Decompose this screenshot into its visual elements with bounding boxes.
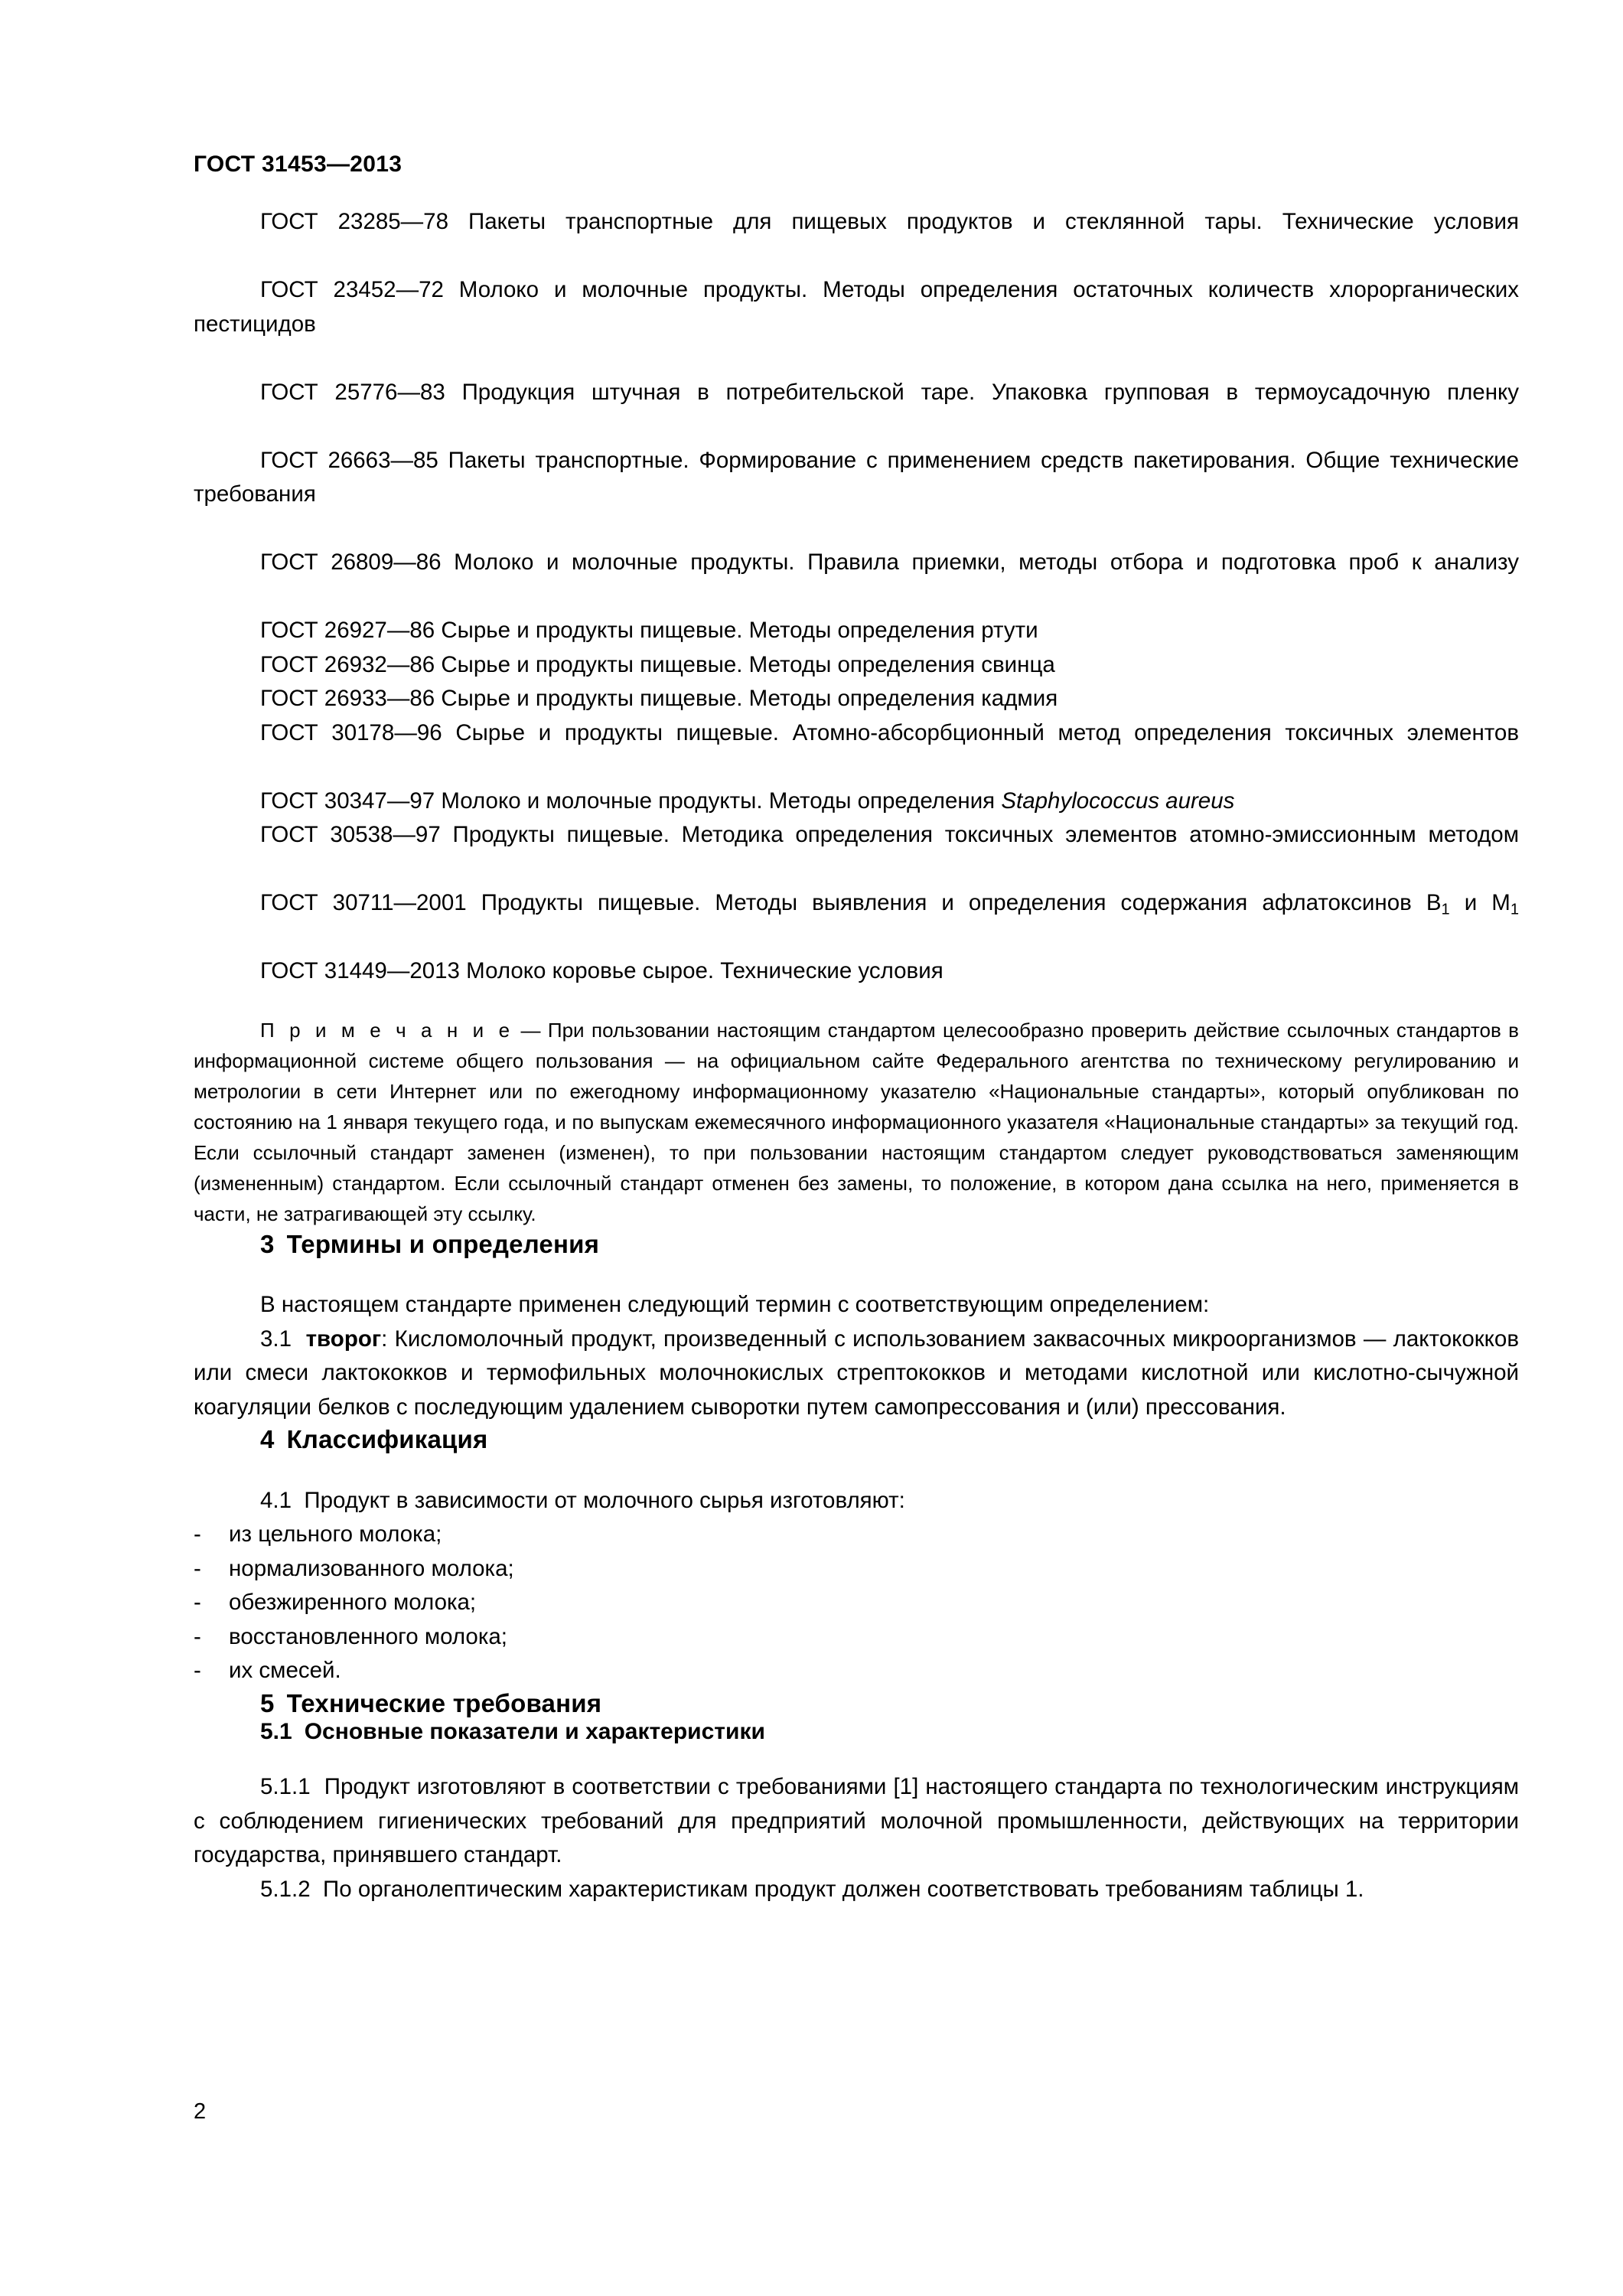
dash-marker: - (194, 1658, 201, 1684)
clause-number: 4.1 (260, 1487, 292, 1513)
reference-item: ГОСТ 30178—96 Сырье и продукты пищевые. Атомно-абсорбционный метод определения токсичных элементов (260, 719, 1519, 745)
clause-number: 5.1.2 (260, 1876, 311, 1902)
reference-item: ГОСТ 30538—97 Продукты пищевые. Методика определения токсичных элементов атомно-эмиссионным методом (260, 822, 1519, 847)
running-header: ГОСТ 31453—2013 (194, 152, 402, 177)
subsection-title: Основные показатели и характеристики (304, 1719, 765, 1745)
subsection-heading-5-1 (194, 1718, 1519, 1746)
reference-text-middle: и M (1449, 890, 1511, 915)
section-heading-3 (194, 1229, 1519, 1260)
clause-text: По органолептическим характеристикам продукт должен соответствовать требованиям таблицы 1. (323, 1876, 1364, 1902)
subsection-number: 5.1 (260, 1719, 292, 1745)
reference-item: ГОСТ 31449—2013 Молоко коровье сырое. Технические условия (260, 958, 943, 983)
clause-number: 3.1 (260, 1326, 292, 1352)
reference-item: ГОСТ 23285—78 Пакеты транспортные для пищевых продуктов и стеклянной тары. Технические условия (260, 209, 1519, 234)
section-3-intro: В настоящем стандарте применен следующий термин с соответствующим определением: (260, 1292, 1210, 1318)
term-definition-3-1 (194, 1322, 1519, 1425)
defined-term: творог (305, 1326, 382, 1352)
spacer (311, 1774, 324, 1799)
term-definition-text: : Кисломолочный продукт, произведенный с использованием заквасочных микроорганизмов — лактококков или смеси лактококков и термофильных молочнокислых стрептококков и методами кислотной или кислотно-сычужной коагуляции белков с последующим удалением сыворотки путем самопрессования и (или) прессования. (194, 1326, 1519, 1420)
list-item-label: восстановленного молока; (229, 1623, 507, 1649)
normative-references-list (194, 205, 1519, 989)
list-item-label: из цельного молока; (229, 1521, 442, 1548)
spacer (292, 1488, 304, 1513)
reference-item (194, 886, 1519, 954)
clause-5-1-1 (194, 1770, 1519, 1873)
note-label: П р и м е ч а н и е (260, 1018, 514, 1042)
spacer (292, 1326, 306, 1352)
list-item (194, 1552, 1519, 1587)
section-title: Технические требования (286, 1688, 602, 1717)
page-content (194, 0, 1519, 1906)
section-number: 3 (260, 1229, 275, 1258)
section-number: 4 (260, 1425, 275, 1454)
section-number: 5 (260, 1688, 275, 1717)
classification-list (194, 1518, 1519, 1688)
list-item (194, 1654, 1519, 1688)
list-item (194, 1620, 1519, 1655)
clause-text: Продукт в зависимости от молочного сырья изготовляют: (304, 1487, 905, 1513)
reference-item: ГОСТ 26932—86 Сырье и продукты пищевые. Методы определения свинца (260, 651, 1055, 677)
aflatoxin-m1-subscript: 1 (1510, 901, 1519, 918)
reference-item (194, 784, 1519, 819)
reference-item: ГОСТ 25776—83 Продукция штучная в потребительской таре. Упаковка групповая в термоусадочную пленку (260, 379, 1519, 405)
reference-text: ГОСТ 30347—97 Молоко и молочные продукты. Методы определения (260, 788, 1002, 814)
list-item-label: их смесей. (229, 1658, 341, 1684)
page-number: 2 (194, 2099, 207, 2124)
reference-item: ГОСТ 26927—86 Сырье и продукты пищевые. Методы определения ртути (260, 618, 1038, 643)
aflatoxin-b1-subscript: 1 (1441, 901, 1450, 918)
reference-latin-name: Staphylococcus aureus (1001, 788, 1235, 814)
section-title: Классификация (286, 1425, 488, 1454)
clause-text: Продукт изготовляют в соответствии с требованиями [1] настоящего стандарта по технологическим инструкциям с соблюдением гигиенических требований для предприятий молочной промышленности, действующих на территории государства, принявшего стандарт. (194, 1774, 1519, 1868)
reference-item: ГОСТ 23452—72 Молоко и молочные продукты. Методы определения остаточных количеств хлорорганических пестицидов (194, 277, 1519, 337)
clause-4-1 (194, 1484, 1519, 1518)
list-item-label: нормализованного молока; (229, 1555, 514, 1581)
list-item (194, 1518, 1519, 1552)
dash-marker: - (194, 1623, 201, 1649)
section-heading-4 (194, 1424, 1519, 1455)
reference-item: ГОСТ 26663—85 Пакеты транспортные. Формирование с применением средств пакетирования. Общие технические требования (194, 447, 1519, 507)
spacer (311, 1877, 323, 1902)
list-item (194, 1586, 1519, 1620)
dash-marker: - (194, 1555, 201, 1581)
list-item-label: обезжиренного молока; (229, 1590, 477, 1616)
note-block (194, 1015, 1519, 1229)
dash-marker: - (194, 1590, 201, 1616)
section-heading-5 (194, 1688, 1519, 1719)
reference-item: ГОСТ 26809—86 Молоко и молочные продукты. Правила приемки, методы отбора и подготовка проб к анализу (260, 550, 1519, 575)
section-title: Термины и определения (286, 1229, 600, 1258)
note-text: При пользовании настоящим стандартом целесообразно проверить действие ссылочных стандартов в информационной системе общего пользования — на официальном сайте Федерального агентства по техническому регулированию и метрологии в сети Интернет или по ежегодному информационному указателю «Национальные стандарты», который опубликован по состоянию на 1 января текущего года, и по выпускам ежемесячного информационного указателя «Национальные стандарты» за текущий год. Если ссылочный стандарт заменен (изменен), то при пользовании настоящим стандартом следует руководствоваться заменяющим (измененным) стандартом. Если ссылочный стандарт отменен без замены, то положение, в котором дана ссылка на него, применяется в части, не затрагивающей эту ссылку. (194, 1018, 1519, 1225)
clause-5-1-2 (194, 1873, 1519, 1907)
reference-text: ГОСТ 30711—2001 Продукты пищевые. Методы выявления и определения содержания афлатоксинов B (260, 890, 1442, 915)
clause-number: 5.1.1 (260, 1774, 311, 1800)
dash-marker: - (194, 1521, 201, 1548)
reference-item: ГОСТ 26933—86 Сырье и продукты пищевые. Методы определения кадмия (260, 686, 1058, 711)
note-separator: — (513, 1018, 548, 1042)
